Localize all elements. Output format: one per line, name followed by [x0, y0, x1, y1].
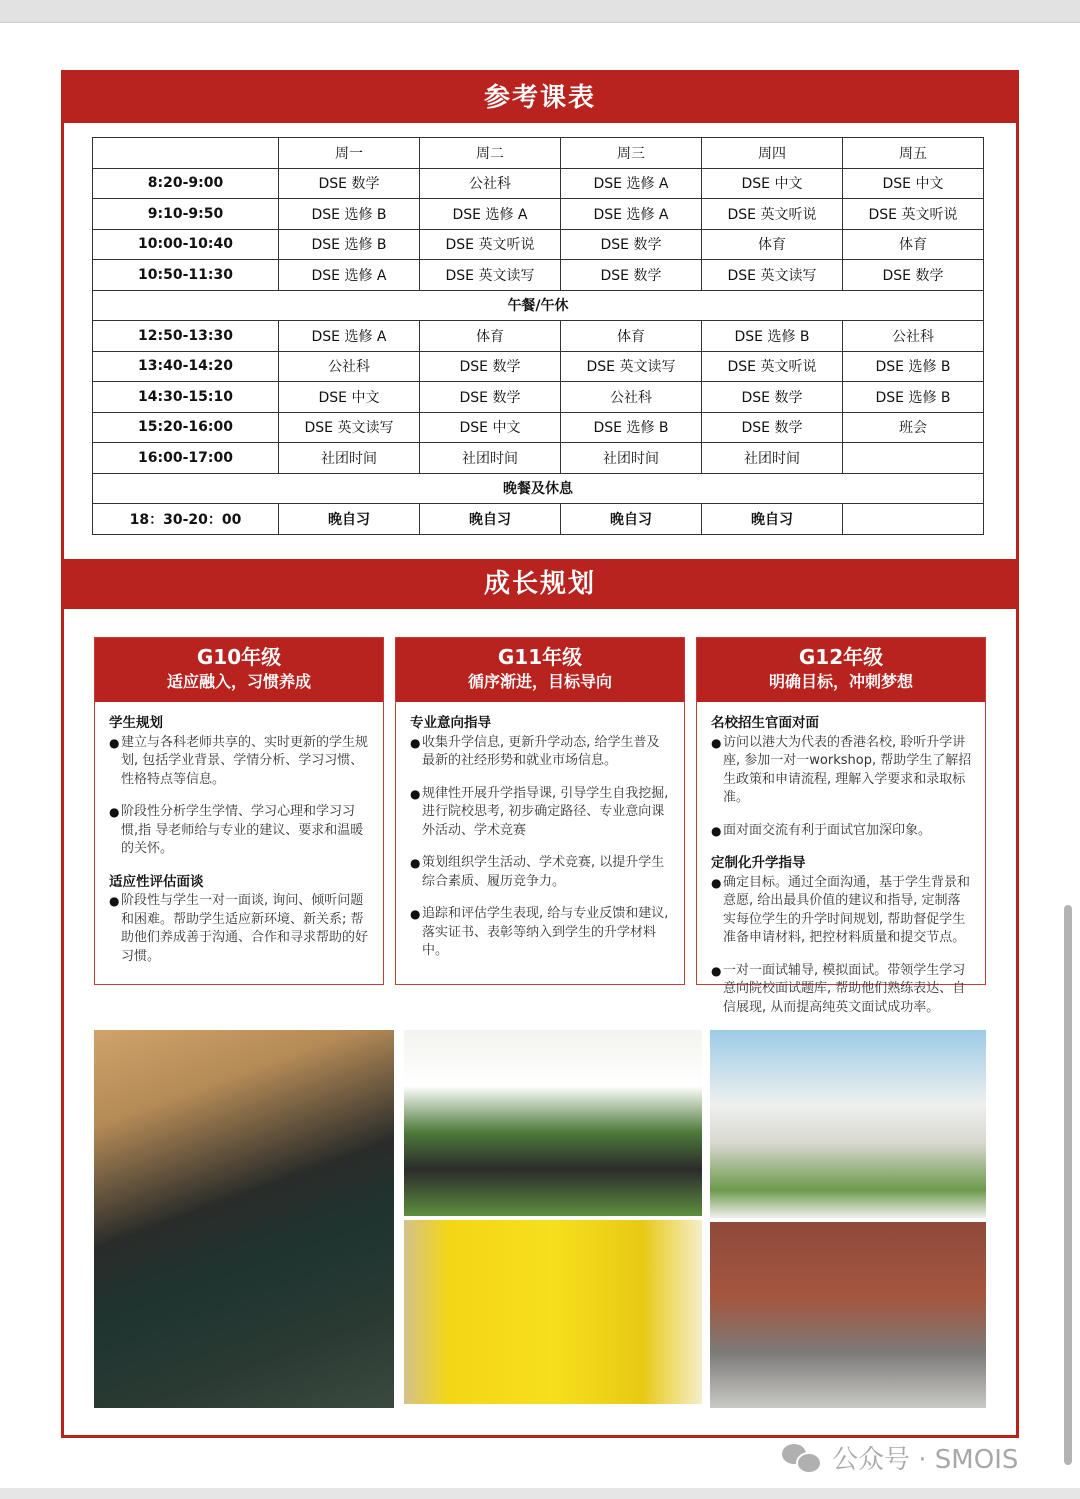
- class-cell: DSE 选修 A: [561, 199, 702, 230]
- watermark-label: 公众号 · SMOIS: [832, 1444, 1019, 1475]
- bullet-item: [410, 854, 672, 891]
- bullet-item: [109, 892, 371, 966]
- class-cell: DSE 英文读写: [702, 260, 843, 291]
- bullet-text: 访问以港大为代表的香港名校, 聆听升学讲座, 参加一对一workshop, 帮助学生了解招生政策和申请流程, 理解入学要求和录取标准。: [723, 734, 972, 805]
- card-header: [697, 638, 985, 702]
- table-row: [93, 199, 984, 230]
- day-header: 周二: [420, 138, 561, 169]
- bullet-item: [109, 734, 371, 790]
- class-cell: DSE 选修 B: [279, 199, 420, 230]
- class-cell: DSE 选修 A: [279, 321, 420, 352]
- schedule-table: [92, 137, 984, 535]
- table-row: [93, 229, 984, 260]
- table-row: [93, 412, 984, 443]
- grade-card-g10: [94, 637, 384, 985]
- grade-title: G12年级: [798, 645, 884, 669]
- bullet-dot-icon: ●: [109, 805, 120, 819]
- break-label: 晚餐及休息: [93, 473, 984, 504]
- day-header: 周五: [843, 138, 984, 169]
- class-cell: 公社科: [561, 382, 702, 413]
- wechat-icon: [782, 1442, 822, 1472]
- class-cell: DSE 选修 B: [561, 412, 702, 443]
- bullet-dot-icon: ●: [711, 875, 722, 890]
- card-header: [396, 638, 684, 702]
- class-cell: DSE 中文: [702, 168, 843, 199]
- table-row: [93, 351, 984, 382]
- class-cell: DSE 数学: [702, 412, 843, 443]
- break-label: 午餐/午休: [93, 290, 984, 321]
- class-cell: DSE 选修 A: [420, 199, 561, 230]
- class-cell: DSE 选修 A: [561, 168, 702, 199]
- class-cell: 晚自习: [420, 504, 561, 535]
- class-cell: DSE 数学: [420, 351, 561, 382]
- grade-slogan: 适应融入，习惯养成: [166, 672, 311, 691]
- class-cell: DSE 数学: [843, 260, 984, 291]
- class-cell: DSE 数学: [279, 168, 420, 199]
- bullet-dot-icon: ●: [410, 907, 421, 921]
- bullet-text: 收集升学信息, 更新升学动态, 给学生普及最新的社经形势和就业市场信息。: [422, 734, 660, 768]
- class-cell: DSE 数学: [702, 382, 843, 413]
- class-cell: 社团时间: [702, 443, 843, 474]
- bullet-item: [711, 962, 973, 1018]
- section-title: 适应性评估面谈: [109, 873, 204, 890]
- time-slot: 9:10-9:50: [93, 199, 279, 230]
- bullet-dot-icon: ●: [711, 823, 722, 838]
- class-cell: DSE 英文听说: [702, 351, 843, 382]
- class-cell: DSE 中文: [843, 168, 984, 199]
- class-cell: DSE 中文: [279, 382, 420, 413]
- table-row: [93, 168, 984, 199]
- time-slot: 16:00-17:00: [93, 443, 279, 474]
- bullet-dot-icon: ●: [711, 963, 722, 978]
- class-cell: 晚自习: [279, 504, 420, 535]
- class-cell: DSE 英文听说: [843, 199, 984, 230]
- bullet-text: 确定目标。通过全面沟通，基于学生背景和意愿, 给出最具价值的建议和指导, 定制落实每位学生的升学时间规划, 帮助督促学生准备申请材料, 把控材料质量和提交节点。: [723, 874, 971, 945]
- bullet-text: 阶段性与学生一对一面谈, 询问、倾听问题和困难。帮助学生适应新环境、新关系; 帮助他们养成善于沟通、合作和寻求帮助的好习惯。: [121, 893, 369, 964]
- class-cell: DSE 选修 A: [279, 260, 420, 291]
- class-cell: DSE 英文读写: [279, 412, 420, 443]
- card-body: [697, 702, 985, 1017]
- class-cell: DSE 选修 B: [843, 351, 984, 382]
- class-cell: 公社科: [420, 168, 561, 199]
- table-row: [93, 321, 984, 352]
- grade-slogan: 明确目标，冲刺梦想: [768, 672, 913, 691]
- break-row: [93, 290, 984, 321]
- class-cell: DSE 选修 B: [279, 229, 420, 260]
- class-cell: DSE 选修 B: [702, 321, 843, 352]
- class-cell: DSE 中文: [420, 412, 561, 443]
- bullet-item: [711, 734, 973, 808]
- break-row: [93, 473, 984, 504]
- day-header: 周一: [279, 138, 420, 169]
- time-slot: 15:20-16:00: [93, 412, 279, 443]
- bullet-item: [711, 822, 973, 841]
- bullet-dot-icon: ●: [410, 856, 421, 870]
- bottom-bar: [0, 1488, 1080, 1499]
- grade-card-g12: [696, 637, 986, 1015]
- section-title: 专业意向指导: [410, 715, 491, 731]
- bullet-item: [711, 874, 973, 948]
- table-row: [93, 382, 984, 413]
- class-cell: DSE 英文读写: [420, 260, 561, 291]
- grade-cards: [94, 637, 986, 1015]
- table-row: [93, 443, 984, 474]
- class-cell: 社团时间: [279, 443, 420, 474]
- class-cell: 体育: [702, 229, 843, 260]
- class-cell: 体育: [420, 321, 561, 352]
- class-cell: [843, 504, 984, 535]
- time-slot: 8:20-9:00: [93, 168, 279, 199]
- photo-group-colonnade: [404, 1030, 702, 1216]
- section-title: 名校招生官面对面: [711, 715, 819, 731]
- top-toolbar: [0, 0, 1080, 23]
- class-cell: 社团时间: [561, 443, 702, 474]
- class-cell: DSE 数学: [561, 229, 702, 260]
- time-slot: 10:00-10:40: [93, 229, 279, 260]
- bullet-item: [410, 785, 672, 841]
- class-cell: DSE 英文听说: [420, 229, 561, 260]
- bullet-text: 追踪和评估学生表现, 给与专业反馈和建议, 落实证书、表彰等纳入到学生的升学材料中。: [422, 906, 669, 958]
- bullet-dot-icon: ●: [109, 894, 120, 908]
- grade-title: G10年级: [196, 645, 282, 669]
- scrollbar[interactable]: [1064, 905, 1072, 1465]
- corner-cell: [93, 138, 279, 169]
- bullet-text: 阶段性分析学生学情、学习心理和学习习惯,指 导老师给与专业的建议、要求和温暖的关怀。: [121, 804, 364, 856]
- card-body: [396, 702, 684, 961]
- bullet-text: 规律性开展升学指导课, 引导学生自我挖掘, 进行院校思考, 初步确定路径、专业意向课外活动、学术竞赛: [422, 785, 669, 838]
- class-cell: 班会: [843, 412, 984, 443]
- class-cell: 体育: [561, 321, 702, 352]
- photo-dome-cherries: [710, 1030, 986, 1218]
- section-title: 学生规划: [109, 715, 163, 731]
- bullet-text: 一对一面试辅导, 模拟面试。带领学生学习意向院校面试题库, 帮助他们熟练表达、自信展现, 从而提高纯英文面试成功率。: [723, 962, 966, 1015]
- bullet-text: 面对面交流有利于面试官加深印象。: [723, 822, 932, 838]
- table-row: [93, 504, 984, 535]
- growth-section-title: 成长规划: [64, 559, 1016, 609]
- class-cell: DSE 英文听说: [702, 199, 843, 230]
- photo-yellow-lobby: [404, 1220, 702, 1404]
- class-cell: [843, 443, 984, 474]
- grade-title: G11年级: [497, 645, 583, 669]
- card-body: [95, 702, 383, 966]
- day-header: 周四: [702, 138, 843, 169]
- class-cell: 公社科: [279, 351, 420, 382]
- card-header: [95, 638, 383, 702]
- class-cell: DSE 选修 B: [843, 382, 984, 413]
- bullet-dot-icon: ●: [410, 786, 421, 801]
- brochure-page: [61, 70, 1019, 1438]
- bullet-dot-icon: ●: [109, 735, 120, 750]
- time-slot: 13:40-14:20: [93, 351, 279, 382]
- bullet-dot-icon: ●: [410, 735, 421, 750]
- class-cell: 体育: [843, 229, 984, 260]
- photo-graduation-bears: [94, 1030, 394, 1408]
- day-header: 周三: [561, 138, 702, 169]
- bullet-item: [109, 803, 371, 859]
- time-slot: 18：30-20：00: [93, 504, 279, 535]
- time-slot: 14:30-15:10: [93, 382, 279, 413]
- bullet-text: 建立与各科老师共享的、实时更新的学生规划, 包括学业背景、学情分析、学习习惯、性格特点等信息。: [121, 734, 369, 787]
- header-row: [93, 138, 984, 169]
- bullet-text: 策划组织学生活动、学术竞赛, 以提升学生综合素质、履历竞争力。: [422, 855, 665, 889]
- grade-card-g11: [395, 637, 685, 985]
- bullet-item: [410, 905, 672, 961]
- class-cell: 公社科: [843, 321, 984, 352]
- class-cell: 晚自习: [702, 504, 843, 535]
- wechat-watermark: [782, 1440, 1018, 1474]
- grade-slogan: 循序渐进，目标导向: [467, 672, 612, 691]
- class-cell: DSE 数学: [561, 260, 702, 291]
- time-slot: 12:50-13:30: [93, 321, 279, 352]
- bullet-item: [410, 734, 672, 771]
- photo-brick-building: [710, 1222, 986, 1408]
- time-slot: 10:50-11:30: [93, 260, 279, 291]
- schedule-section-title: 参考课表: [64, 73, 1016, 123]
- section-title: 定制化升学指导: [711, 855, 806, 871]
- bullet-dot-icon: ●: [711, 735, 722, 750]
- table-row: [93, 260, 984, 291]
- class-cell: DSE 数学: [420, 382, 561, 413]
- class-cell: 晚自习: [561, 504, 702, 535]
- class-cell: DSE 英文读写: [561, 351, 702, 382]
- class-cell: 社团时间: [420, 443, 561, 474]
